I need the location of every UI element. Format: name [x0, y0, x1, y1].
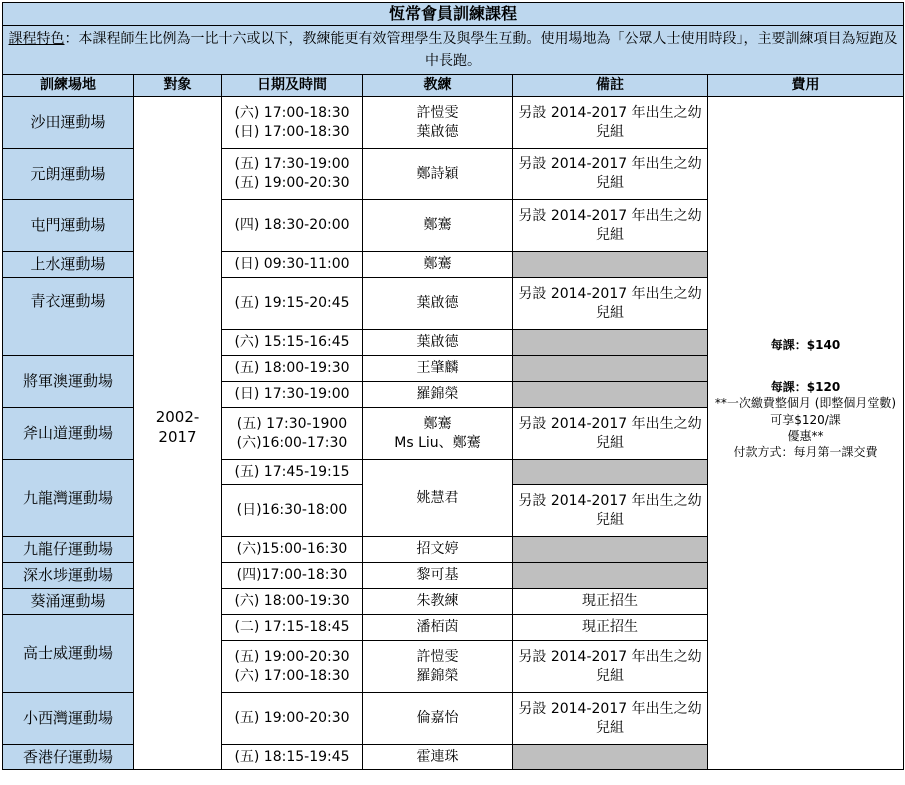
time-cell: (五) 18:00-19:30: [222, 356, 363, 382]
remark-cell: 另設 2014-2017 年出生之幼兒組: [513, 408, 708, 460]
header-venue: 訓練場地: [3, 75, 134, 97]
fee-standard: 每課：$140: [770, 338, 841, 352]
course-table-wrapper: [2, 2, 904, 770]
fee-monthly: 每課：$120: [770, 380, 841, 395]
venue-cell: 深水埗運動場: [3, 563, 134, 589]
fee-note: **一次繳費整個月 (即整個月堂數) 可享$120/課: [714, 396, 897, 427]
coach-cell: 王肇麟: [363, 356, 513, 382]
venue-cell: 沙田運動場: [3, 97, 134, 149]
time-cell: (六)15:00-16:30: [222, 537, 363, 563]
remark-cell: [513, 563, 708, 589]
venue-cell: 青衣運動場: [3, 278, 134, 356]
remark-cell: [513, 330, 708, 356]
venue-cell: 葵涌運動場: [3, 589, 134, 615]
time-cell: (五) 17:30-1900 (六)16:00-17:30: [222, 408, 363, 460]
remark-cell: [513, 745, 708, 770]
venue-cell: 九龍仔運動場: [3, 537, 134, 563]
venue-cell: 香港仔運動場: [3, 745, 134, 770]
venue-cell: 斧山道運動場: [3, 408, 134, 460]
description-label: 課程特色: [8, 30, 65, 47]
coach-cell: 霍連珠: [363, 745, 513, 770]
course-table: [2, 2, 904, 770]
remark-cell: 另設 2014-2017 年出生之幼兒組: [513, 485, 708, 537]
coach-cell: 姚慧君: [363, 460, 513, 537]
fee-note-2: 優惠**: [787, 428, 824, 443]
remark-cell: 另設 2014-2017 年出生之幼兒組: [513, 693, 708, 745]
header-fee: 費用: [708, 75, 904, 97]
header-coach: 教練: [363, 75, 513, 97]
coach-cell: 鄭騫: [363, 200, 513, 252]
remark-cell: 另設 2014-2017 年出生之幼兒組: [513, 200, 708, 252]
header-time: 日期及時間: [222, 75, 363, 97]
time-cell: (五) 19:00-20:30 (六) 17:00-18:30: [222, 641, 363, 693]
venue-cell: 九龍灣運動場: [3, 460, 134, 537]
coach-cell: 鄭詩穎: [363, 149, 513, 200]
header-row: [3, 75, 904, 97]
coach-cell: 葉啟德: [363, 278, 513, 330]
coach-cell: 鄭騫: [363, 252, 513, 278]
venue-cell: 高士威運動場: [3, 615, 134, 693]
time-cell: (五) 17:30-19:00 (五) 19:00-20:30: [222, 149, 363, 200]
time-cell: (六) 18:00-19:30: [222, 589, 363, 615]
page-title: 恆常會員訓練課程: [3, 3, 904, 26]
time-cell: (六) 15:15-16:45: [222, 330, 363, 356]
table-row: [3, 97, 904, 149]
coach-cell: 羅錦榮: [363, 382, 513, 408]
remark-cell: 另設 2014-2017 年出生之幼兒組: [513, 97, 708, 149]
remark-cell: [513, 537, 708, 563]
coach-cell: 潘栢茵: [363, 615, 513, 641]
time-cell: (五) 19:15-20:45: [222, 278, 363, 330]
fee-payment: 付款方式：每月第一課交費: [733, 444, 878, 459]
time-cell: (四)17:00-18:30: [222, 563, 363, 589]
remark-cell: 另設 2014-2017 年出生之幼兒組: [513, 278, 708, 330]
remark-cell: 另設 2014-2017 年出生之幼兒組: [513, 149, 708, 200]
remark-cell: 另設 2014-2017 年出生之幼兒組: [513, 641, 708, 693]
remark-cell: [513, 460, 708, 485]
time-cell: (五) 18:15-19:45: [222, 745, 363, 770]
coach-cell: 許愷雯 羅錦榮: [363, 641, 513, 693]
time-cell: (日) 09:30-11:00: [222, 252, 363, 278]
target-cell: 2002- 2017: [134, 97, 222, 770]
coach-cell: 許愷雯 葉啟德: [363, 97, 513, 149]
fee-cell: [708, 97, 904, 770]
header-remarks: 備註: [513, 75, 708, 97]
coach-cell: 倫嘉怡: [363, 693, 513, 745]
remark-cell: [513, 356, 708, 382]
time-cell: (五) 19:00-20:30: [222, 693, 363, 745]
venue-cell: 元朗運動場: [3, 149, 134, 200]
description-text: ：本課程師生比例為一比十六或以下，教練能更有效管理學生及與學生互動。使用場地為「公眾人士使用時段」，主要訓練項目為短跑及中長跑。: [64, 30, 898, 69]
time-cell: (日)16:30-18:00: [222, 485, 363, 537]
time-cell: (四) 18:30-20:00: [222, 200, 363, 252]
time-cell: (二) 17:15-18:45: [222, 615, 363, 641]
time-cell: (五) 17:45-19:15: [222, 460, 363, 485]
coach-cell: 朱教練: [363, 589, 513, 615]
remark-cell: [513, 252, 708, 278]
coach-cell: 黎可基: [363, 563, 513, 589]
venue-cell: 屯門運動場: [3, 200, 134, 252]
venue-cell: 將軍澳運動場: [3, 356, 134, 408]
venue-cell: 上水運動場: [3, 252, 134, 278]
remark-cell: 現正招生: [513, 589, 708, 615]
remark-cell: [513, 382, 708, 408]
remark-cell: 現正招生: [513, 615, 708, 641]
time-cell: (日) 17:30-19:00: [222, 382, 363, 408]
venue-cell: 小西灣運動場: [3, 693, 134, 745]
coach-cell: 鄭騫 Ms Liu、鄭騫: [363, 408, 513, 460]
coach-cell: 葉啟德: [363, 330, 513, 356]
course-description: [3, 26, 904, 75]
time-cell: (六) 17:00-18:30 (日) 17:00-18:30: [222, 97, 363, 149]
header-target: 對象: [134, 75, 222, 97]
coach-cell: 招文婷: [363, 537, 513, 563]
